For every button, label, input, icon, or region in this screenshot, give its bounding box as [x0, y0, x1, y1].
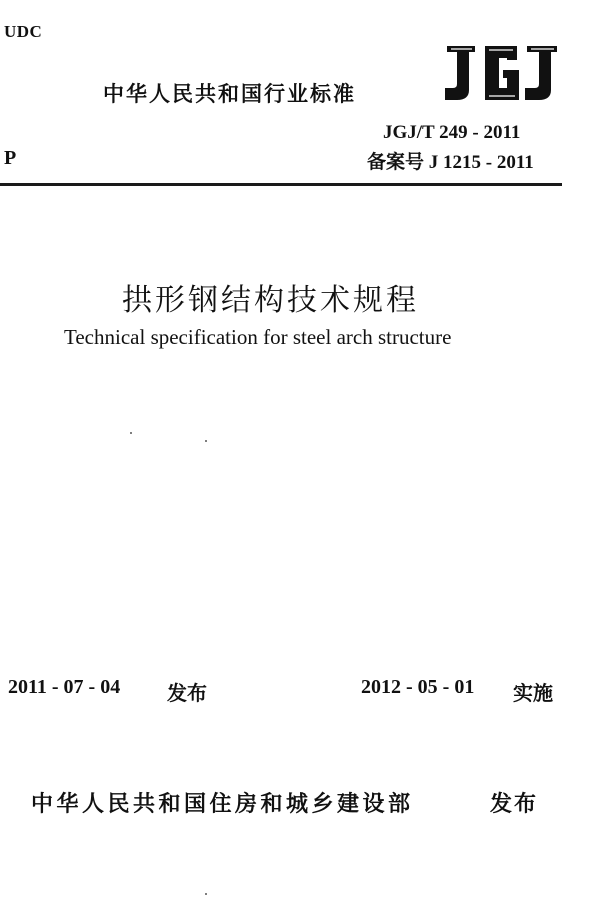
implementation-date: 2012 - 05 - 01: [361, 676, 475, 698]
industry-standard-heading: 中华人民共和国行业标准: [103, 82, 356, 106]
scan-speck: [205, 440, 207, 442]
record-number: 备案号 J 1215 - 2011: [367, 152, 534, 173]
issue-label: 发布: [167, 681, 207, 705]
standard-number: JGJ/T 249 - 2011: [383, 122, 521, 143]
jgj-logo: [441, 40, 561, 106]
title-chinese: 拱形钢结构技术规程: [122, 283, 419, 318]
implementation-label: 实施: [513, 681, 553, 705]
udc-label: UDC: [4, 22, 43, 41]
issuing-ministry: 中华人民共和国住房和城乡建设部: [31, 792, 414, 817]
scan-speck: [130, 432, 132, 434]
issue-date: 2011 - 07 - 04: [8, 676, 121, 698]
classification-code: P: [4, 147, 17, 169]
title-english: Technical specification for steel arch structure: [64, 325, 452, 349]
scan-speck: [205, 893, 207, 895]
header-divider: [0, 183, 562, 186]
publish-label: 发布: [490, 792, 539, 817]
